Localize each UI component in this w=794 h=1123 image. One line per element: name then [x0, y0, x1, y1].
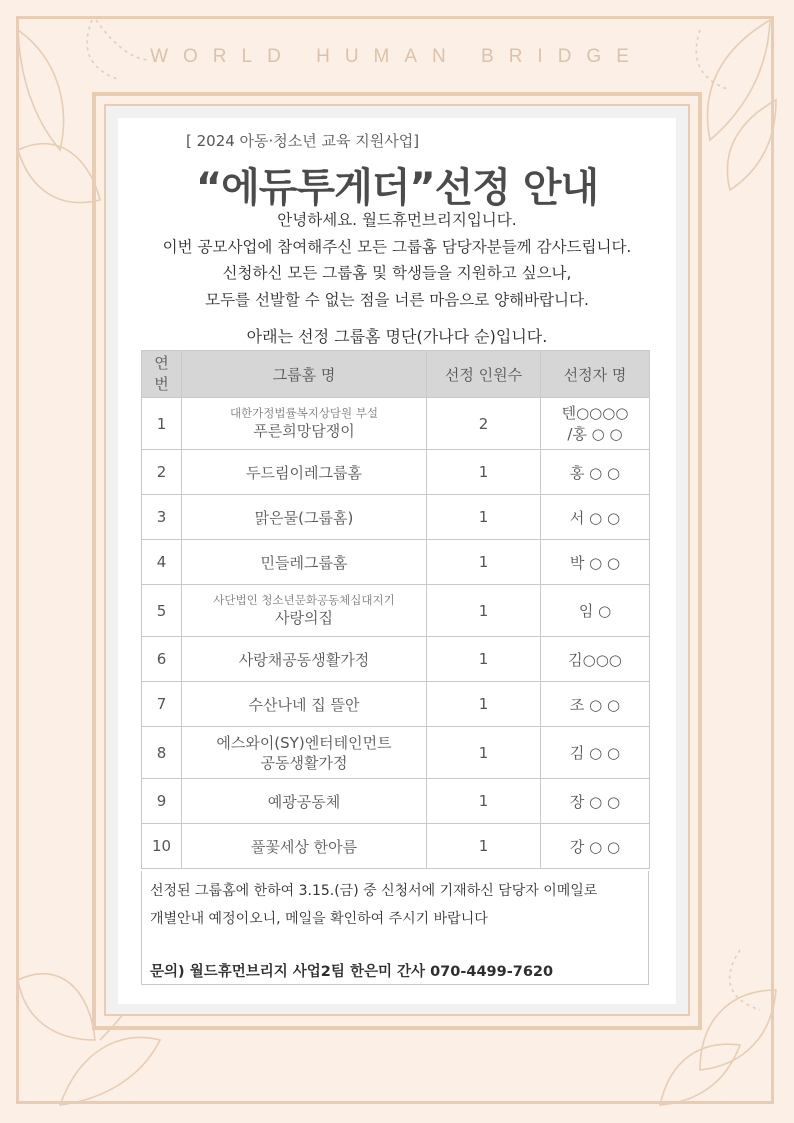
row-number: 3: [142, 495, 182, 540]
row-count: 1: [427, 585, 541, 637]
notice-line: 개별안내 예정이오니, 메일을 확인하여 주시기 바랍니다: [150, 911, 488, 927]
row-number: 6: [142, 637, 182, 682]
row-person: [541, 398, 650, 450]
list-caption: 아래는 선정 그룹홈 명단(가나다 순)입니다.: [246, 327, 548, 346]
row-group: 두드림이레그룹홈: [182, 450, 427, 495]
row-count: 1: [427, 727, 541, 779]
leaf-bottom-left-1: [18, 974, 95, 1040]
row-group: [182, 585, 427, 637]
row-number: 5: [142, 585, 182, 637]
row-person: 김○○○: [541, 637, 650, 682]
intro-text: [120, 207, 674, 313]
row-person: 서 ○ ○: [541, 495, 650, 540]
person-line: 텐○○○○: [561, 403, 629, 422]
row-count: 1: [427, 450, 541, 495]
person-line: /홍 ○ ○: [567, 424, 623, 443]
header-number-line: 번: [154, 375, 169, 393]
row-person: 강 ○ ○: [541, 824, 650, 869]
row-person: 박 ○ ○: [541, 540, 650, 585]
row-group: 예광공동체: [182, 779, 427, 824]
row-group: [182, 398, 427, 450]
leaf-bottom-right-2: [660, 1044, 740, 1105]
row-count: 1: [427, 824, 541, 869]
group-name: 푸른희망담쟁이: [253, 422, 355, 440]
contact-info: 문의) 월드휴먼브리지 사업2팀 한은미 간사 070-4499-7620: [150, 964, 554, 980]
row-number: 10: [142, 824, 182, 869]
row-group: 수산나네 집 뜰안: [182, 682, 427, 727]
table-row: [142, 585, 650, 637]
header-person: 선정자 명: [541, 351, 650, 398]
table-header-row: [142, 351, 650, 398]
row-number: 4: [142, 540, 182, 585]
table-row: [142, 398, 650, 450]
intro-line: 이번 공모사업에 참여해주신 모든 그룹홈 담당자분들께 감사드립니다.: [162, 237, 632, 256]
group-affiliation: 대한가정법률복지상담원 부설: [229, 406, 379, 420]
leaf-bottom-left-2: [60, 1038, 160, 1105]
group-name-line: 에스와이(SY)엔터테인먼트: [216, 733, 392, 752]
row-number: 1: [142, 398, 182, 450]
row-number: 8: [142, 727, 182, 779]
row-count: 1: [427, 779, 541, 824]
table-row: [142, 779, 650, 824]
page-title: “에듀투게더”선정 안내: [195, 165, 599, 211]
table-row: [142, 540, 650, 585]
table-row: [142, 450, 650, 495]
row-group: 민들레그룹홈: [182, 540, 427, 585]
row-count: 1: [427, 637, 541, 682]
intro-line: 안녕하세요. 월드휴먼브리지입니다.: [277, 211, 517, 229]
notice-line: 선정된 그룹홈에 한하여 3.15.(금) 중 신청서에 기재하신 담당자 이메일로: [150, 883, 598, 899]
row-person: 김 ○ ○: [541, 727, 650, 779]
leaf-top-right-1: [708, 20, 771, 140]
row-person: 장 ○ ○: [541, 779, 650, 824]
table-row: [142, 824, 650, 869]
header-number-line: 연: [154, 354, 169, 372]
row-group: 맑은물(그룹홈): [182, 495, 427, 540]
program-kicker: [ 2024 아동·청소년 교육 지원사업]: [186, 132, 420, 150]
row-person: 임 ○: [541, 585, 650, 637]
group-affiliation: 사단법인 청소년문화공동체십대지기: [213, 593, 395, 607]
group-name-line: 공동생활가정: [260, 753, 348, 772]
row-person: 조 ○ ○: [541, 682, 650, 727]
table-row: [142, 495, 650, 540]
row-number: 9: [142, 779, 182, 824]
header-count: 선정 인원수: [427, 351, 541, 398]
group-name: 사랑의집: [275, 609, 333, 627]
row-group: 풀꽃세상 한아름: [182, 824, 427, 869]
header-number: [142, 351, 182, 398]
row-number: 7: [142, 682, 182, 727]
table-row: [142, 637, 650, 682]
row-person: 홍 ○ ○: [541, 450, 650, 495]
leaf-bottom-right-1: [700, 990, 776, 1070]
row-count: 2: [427, 398, 541, 450]
header-group: 그룹홈 명: [182, 351, 427, 398]
row-count: 1: [427, 540, 541, 585]
row-count: 1: [427, 495, 541, 540]
row-count: 1: [427, 682, 541, 727]
intro-line: 신청하신 모든 그룹홈 및 학생들을 지원하고 싶으나,: [222, 264, 572, 282]
row-group: [182, 727, 427, 779]
row-group: 사랑채공동생활가정: [182, 637, 427, 682]
intro-line: 모두를 선발할 수 없는 점을 너른 마음으로 양해바랍니다.: [205, 290, 589, 309]
row-number: 2: [142, 450, 182, 495]
table-row: [142, 682, 650, 727]
brand-name: WORLD HUMAN BRIDGE: [150, 46, 644, 67]
selection-table: [141, 350, 650, 869]
table-row: [142, 727, 650, 779]
